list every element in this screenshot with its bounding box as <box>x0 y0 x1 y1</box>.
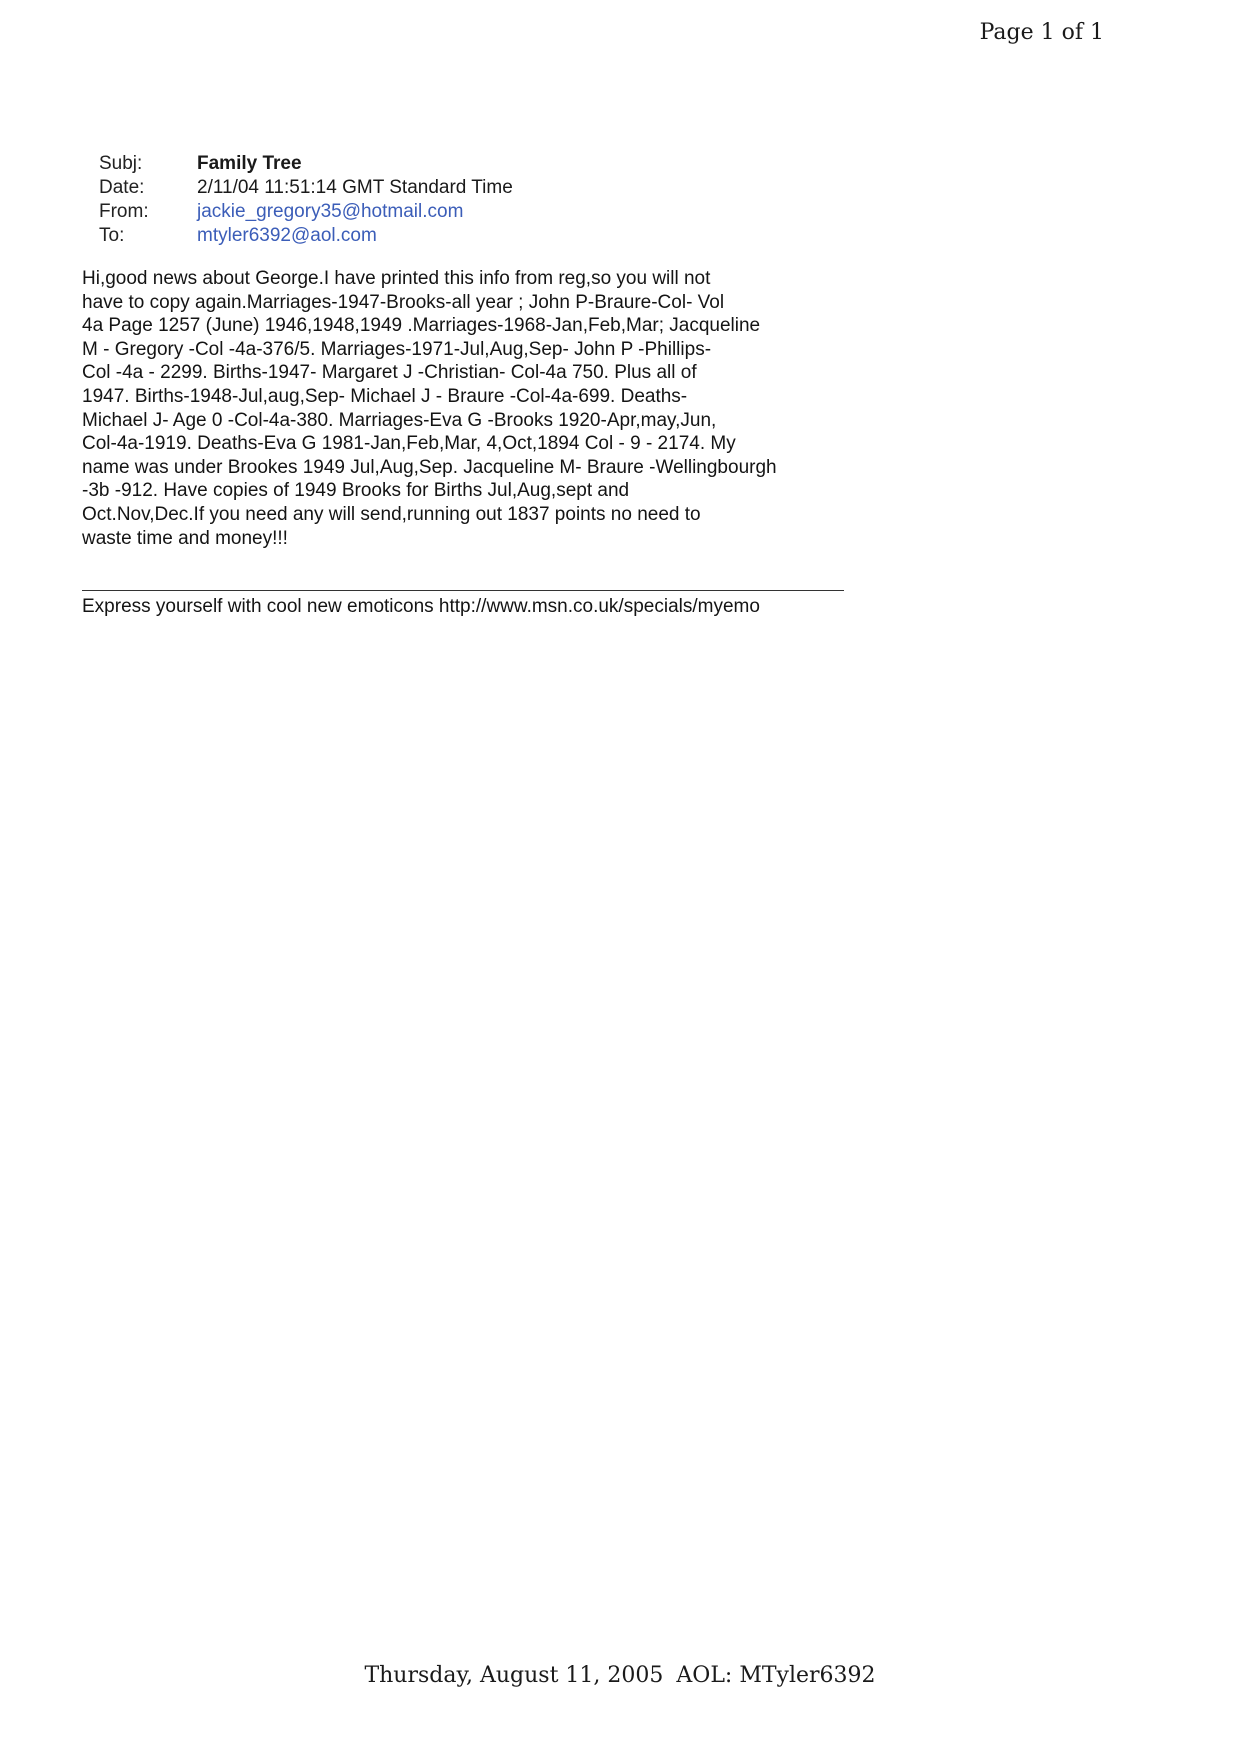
email-body: Hi,good news about George.I have printed this info from reg,so you will not have to copy again.Marriages-1947-Brooks-all year ; John P-Braure-Col- Vol 4a Page 1257 (June) 1946,1948,1949 .Marriages-1968-Jan,Feb,Mar; Jacqueline M - Gregory -Col -4a-376/5. Marriages-1971-Jul,Aug,Sep- John P -Phillips- Col -4a - 2299. Births-1947- Margaret J -Christian- Col-4a 750. Plus all of 1947. Births-1948-Jul,aug,Sep- Michael J - Braure -Col-4a-699. Deaths- Michael J- Age 0 -Col-4a-380. Marriages-Eva G -Brooks 1920-Apr,may,Jun, Col-4a-1919. Deaths-Eva G 1981-Jan,Feb,Mar, 4,Oct,1894 Col - 9 - 2174. My name was under Brookes 1949 Jul,Aug,Sep. Jacqueline M- Braure -Wellingbourgh -3b -912. Have copies of 1949 Brooks for Births Jul,Aug,sept and Oct.Nov,Dec.If you need any will send,running out 1837 points no need to waste time and money!!! <box>82 268 777 549</box>
email-header <box>99 152 513 248</box>
from-label: From: <box>99 201 149 222</box>
to-row <box>99 224 513 248</box>
subject-label: Subj: <box>99 153 143 174</box>
from-row <box>99 200 513 224</box>
page-number: Page 1 of 1 <box>979 20 1104 45</box>
subject-row <box>99 152 513 176</box>
date-label: Date: <box>99 177 145 198</box>
email-footer-promo: Express yourself with cool new emoticons http://www.msn.co.uk/specials/myemo <box>82 596 760 617</box>
date-row <box>99 176 513 200</box>
signature-divider <box>82 590 844 591</box>
date-value: 2/11/04 11:51:14 GMT Standard Time <box>197 177 513 198</box>
print-account: AOL: MTyler6392 <box>676 1663 876 1688</box>
to-email-link[interactable]: mtyler6392@aol.com <box>197 225 377 246</box>
print-footer <box>0 1663 1240 1688</box>
from-email-link[interactable]: jackie_gregory35@hotmail.com <box>197 201 464 222</box>
to-label: To: <box>99 225 125 246</box>
print-date: Thursday, August 11, 2005 <box>364 1663 664 1688</box>
subject-value: Family Tree <box>197 153 302 174</box>
